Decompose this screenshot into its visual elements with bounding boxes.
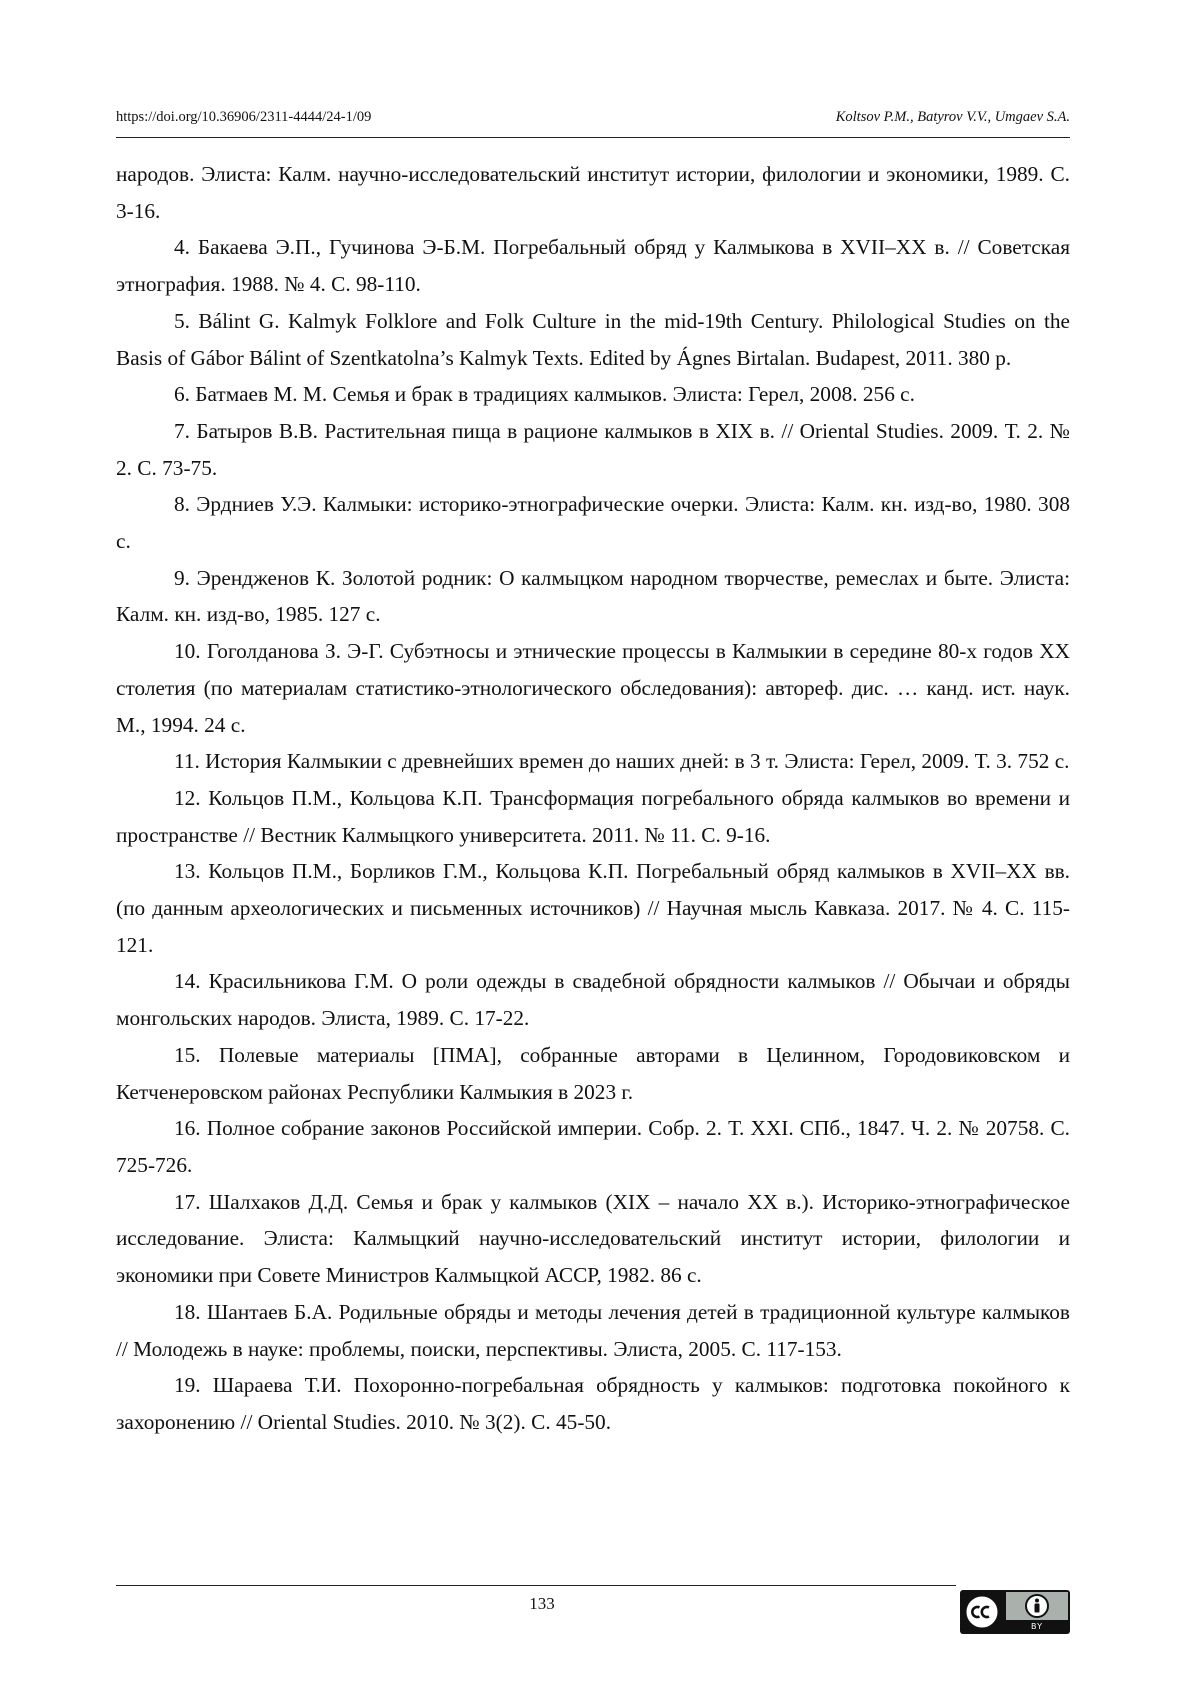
reference-item: 14. Красильникова Г.М. О роли одежды в свадебной обрядности калмыков // Обычаи и обряды монгольских народов. Элиста, 1989. С. 17-22. — [116, 969, 1070, 1031]
reference-item: 11. История Калмыкии с древнейших времен до наших дней: в 3 т. Элиста: Герел, 2009. Т. 3. 752 с. — [174, 749, 1070, 774]
reference-item: 6. Батмаев М. М. Семья и брак в традициях калмыков. Элиста: Герел, 2008. 256 с. — [174, 382, 915, 407]
reference-item: 15. Полевые материалы [ПМА], собранные авторами в Целинном, Городовиковском и Кетченеровском районах Республики Калмыкия в 2023 г. — [116, 1042, 1070, 1104]
header-authors: Koltsov P.M., Batyrov V.V., Umgaev S.A. — [835, 109, 1070, 125]
reference-item: 18. Шантаев Б.А. Родильные обряды и методы лечения детей в традиционной культуре калмыков // Молодежь в науке: проблемы, поиски, перспективы. Элиста, 2005. С. 117-153. — [116, 1299, 1070, 1361]
reference-item: 4. Бакаева Э.П., Гучинова Э-Б.М. Погребальный обряд у Калмыкова в XVII–XX в. // Советская этнография. 1988. № 4. С. 98-110. — [116, 235, 1070, 297]
creative-commons-icon — [962, 1592, 1002, 1632]
reference-item: 19. Шараева Т.И. Похоронно-погребальная обрядность у калмыков: подготовка покойного к захоронению // Oriental Studies. 2010. № 3(2). С. 45-50. — [116, 1373, 1070, 1434]
reference-item: 13. Кольцов П.М., Борликов Г.М., Кольцова К.П. Погребальный обряд калмыков в XVII–XX вв. (по данным археологических и письменных источников) // Научная мысль Кавказа. 2017. № 4. С. 115-121. — [116, 859, 1070, 957]
doi-link[interactable]: https://doi.org/10.36906/2311-4444/24-1/09 — [116, 109, 372, 125]
page-number: 133 — [529, 1594, 555, 1613]
reference-item: 16. Полное собрание законов Российской империи. Собр. 2. Т. XXI. СПб., 1847. Ч. 2. № 20758. С. 725-726. — [116, 1116, 1070, 1177]
reference-item: 9. Эрендженов К. Золотой родник: О калмыцком народном творчестве, ремеслах и быте. Элиста: Калм. кн. изд-во, 1985. 127 с. — [116, 565, 1070, 627]
footer-divider — [116, 1585, 956, 1586]
reference-item: 8. Эрдниев У.Э. Калмыки: историко-этнографические очерки. Элиста: Калм. кн. изд-во, 1980. 308 с. — [116, 492, 1070, 554]
reference-item: 5. Bálint G. Kalmyk Folklore and Folk Culture in the mid-19th Century. Philological Studies on the Basis of Gábor Bálint of Szentkatolna’s Kalmyk Texts. Edited by Ágnes Birtalan. Budapest, 2011. 380 p. — [116, 308, 1070, 370]
attribution-person-icon — [1006, 1592, 1068, 1620]
header-divider — [116, 137, 1070, 138]
reference-item: 7. Батыров В.В. Растительная пища в рационе калмыков в XIX в. // Oriental Studies. 2009. Т. 2. № 2. С. 73-75. — [116, 418, 1070, 480]
cc-by-license-icon[interactable] — [960, 1590, 1070, 1634]
reference-item: 17. Шалхаков Д.Д. Семья и брак у калмыков (XIX – начало XX в.). Историко-этнографическое исследование. Элиста: Калмыцкий научно-исследовательский институт истории, филологии и экономики при Совете Министров Калмыцкой АССР, 1982. 86 с. — [116, 1189, 1070, 1288]
reference-item: 10. Гоголданова З. Э-Г. Субэтносы и этнические процессы в Калмыкии в середине 80-х годов XX столетия (по материалам статистико-этнологического обследования): автореф. дис. … канд. ист. наук. М., 1994. 24 с. — [116, 639, 1070, 737]
reference-item: 12. Кольцов П.М., Кольцова К.П. Трансформация погребального обряда калмыков во времени и пространстве // Вестник Калмыцкого университета. 2011. № 11. С. 9-16. — [116, 785, 1070, 847]
reference-continuation: народов. Элиста: Калм. научно-исследовательский институт истории, филологии и экономики, 1989. С. 3-16. — [116, 162, 1070, 223]
license-label: BY — [1031, 1622, 1043, 1631]
reference-list — [116, 156, 1070, 1441]
running-header — [116, 104, 1070, 130]
